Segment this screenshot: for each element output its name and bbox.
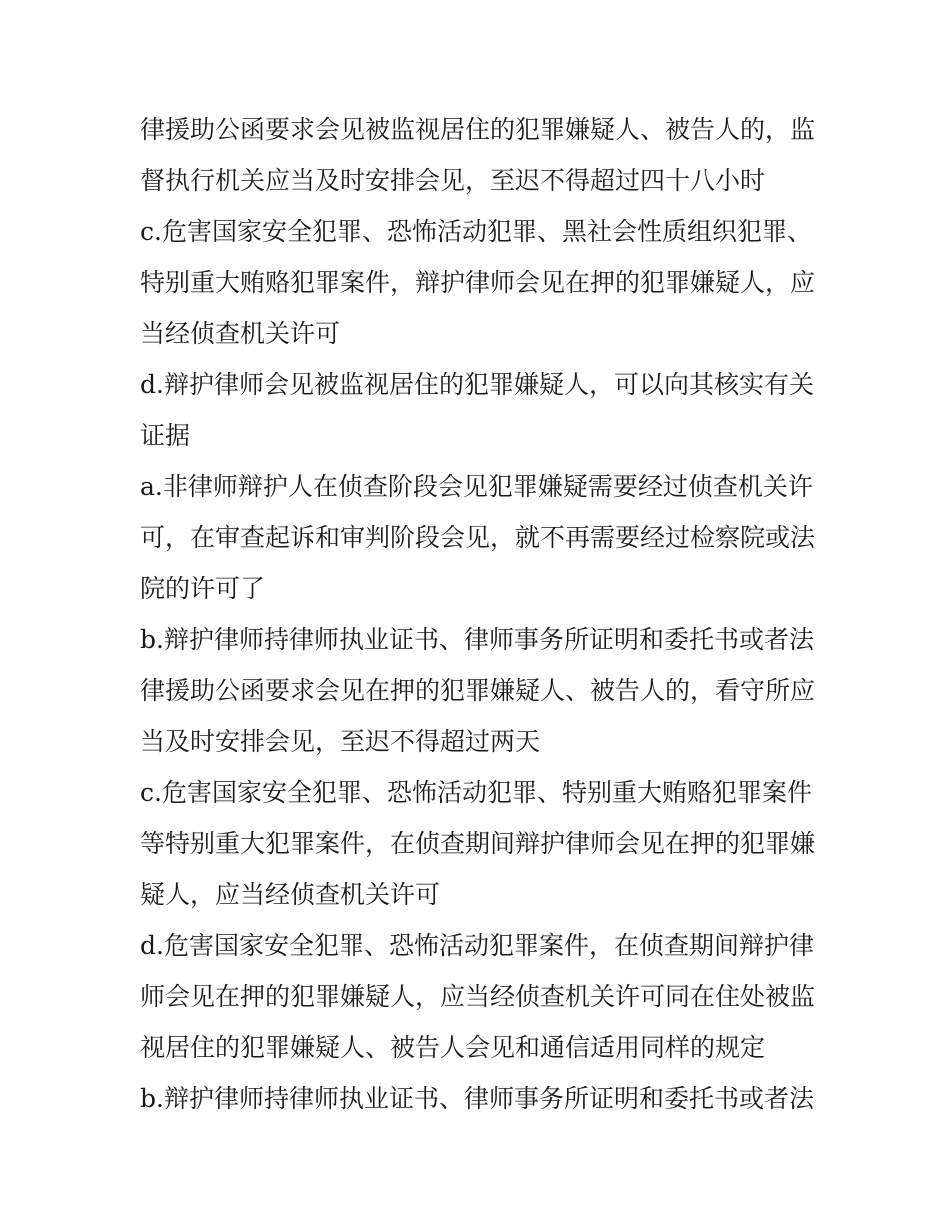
text-line: d.辩护律师会见被监视居住的犯罪嫌疑人，可以向其核实有关 <box>140 370 814 399</box>
text-line: b.辩护律师持律师执业证书、律师事务所证明和委托书或者法 <box>140 625 814 654</box>
text-line: 证据 <box>140 421 191 450</box>
text-line: 律援助公函要求会见被监视居住的犯罪嫌疑人、被告人的，监 <box>140 115 816 144</box>
text-line: 律援助公函要求会见在押的犯罪嫌疑人、被告人的，看守所应 <box>140 676 816 705</box>
text-line: a.非律师辩护人在侦查阶段会见犯罪嫌疑需要经过侦查机关许 <box>140 472 813 501</box>
text-line: c.危害国家安全犯罪、恐怖活动犯罪、特别重大贿赂犯罪案件 <box>140 778 812 807</box>
document-body <box>140 108 820 1128</box>
text-line: 师会见在押的犯罪嫌疑人，应当经侦查机关许可同在住处被监 <box>140 982 816 1011</box>
text-line: 可，在审查起诉和审判阶段会见，就不再需要经过检察院或法 <box>140 523 816 552</box>
text-line: b.辩护律师持律师执业证书、律师事务所证明和委托书或者法 <box>140 1084 814 1113</box>
text-line: 当及时安排会见，至迟不得超过两天 <box>140 727 541 756</box>
text-line: c.危害国家安全犯罪、恐怖活动犯罪、黑社会性质组织犯罪、 <box>140 217 812 246</box>
text-line: 院的许可了 <box>140 574 266 603</box>
text-line: 疑人，应当经侦查机关许可 <box>140 880 441 909</box>
text-line: d.危害国家安全犯罪、恐怖活动犯罪案件，在侦查期间辩护律 <box>140 931 814 960</box>
text-line: 视居住的犯罪嫌疑人、被告人会见和通信适用同样的规定 <box>140 1033 766 1062</box>
text-line: 特别重大贿赂犯罪案件，辩护律师会见在押的犯罪嫌疑人，应 <box>140 268 816 297</box>
text-line: 督执行机关应当及时安排会见，至迟不得超过四十八小时 <box>140 166 766 195</box>
text-line: 当经侦查机关许可 <box>140 319 341 348</box>
text-line: 等特别重大犯罪案件，在侦查期间辩护律师会见在押的犯罪嫌 <box>140 829 816 858</box>
